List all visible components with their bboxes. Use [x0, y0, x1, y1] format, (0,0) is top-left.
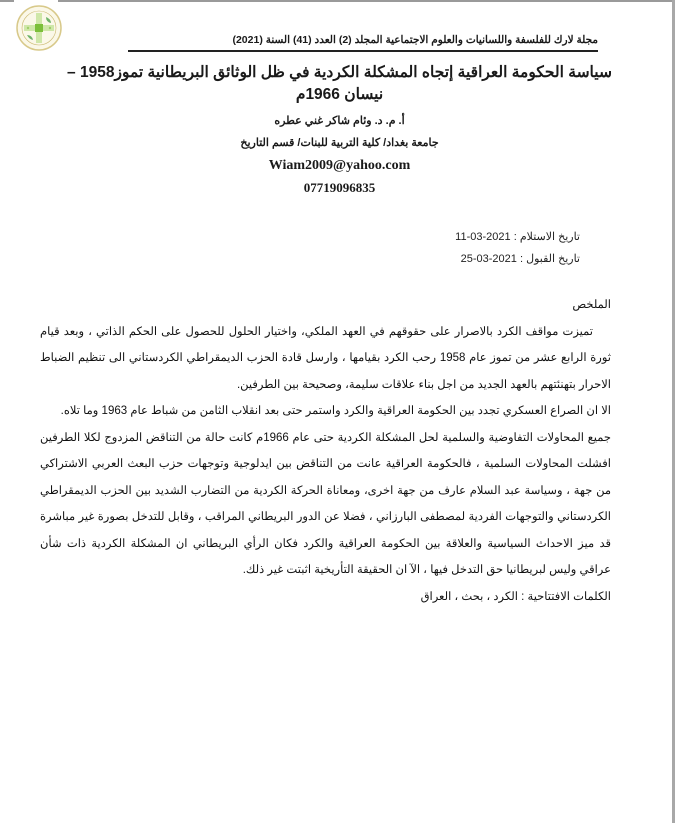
- received-date-label: تاريخ الاستلام :: [513, 231, 580, 243]
- abstract-section: [40, 292, 611, 610]
- journal-running-header: مجلة لارك للفلسفة واللسانيات والعلوم الاجتماعية المجلد (2) العدد (41) السنة (2021): [128, 33, 598, 52]
- accepted-date-value: 2021-03-25: [460, 253, 517, 265]
- abstract-keywords: الكلمات الافتتاحية : الكرد ، بحث ، العراق: [420, 590, 611, 603]
- article-title: [40, 62, 639, 106]
- abstract-paragraph-1: تميزت مواقف الكرد بالاصرار على حقوقهم في العهد الملكي، واختيار الحلول للحصول على الحكم الذاتي ، وبعد قيام ثورة الرابع عشر من تموز عام 1958 رحب الكرد بقيامها ، وارسل قادة الحزب الديمقراطي الكردستاني الى تنظيم الضباط الاحرار بتهنئتهم بالعهد الجديد من اجل بناء علاقات سليمة، وصحيحة بين الطرفين.: [40, 325, 611, 391]
- abstract-paragraph-3: جميع المحاولات التفاوضية والسلمية لحل المشكلة الكردية حتى عام 1966م كانت حالة من التناقض المزدوج لكلا الطرفين افشلت المحاولات السلمية ، فالحكومة العراقية عانت من التناقض بين ايدلوجية وتوجهات حزب البعث العربي الاشتراكي من جهة ، وسياسة عبد السلام عارف من جهة اخرى، ومعاناة الحركة الكردية من التضارب الشديد بين الحزب الديمقراطي الكردستاني والتوجهات الفردية لمصطفى البارزاني ، فضلا عن الدور البريطاني المراقب ، وقابل للتدخل بصورة غير مباشرة قد ميز الاحداث السياسية والعلاقة بين الحكومة العراقية والكرد فكان الرأي البريطاني ان المشكلة الكردية ذات شأن عراقي وليس لبريطانيا حق التدخل فيها ، الآ ان الحقيقة التأريخية اثبتت غير ذلك.: [40, 431, 611, 576]
- author-affiliation: جامعة بغداد/ كلية التربية للبنات/ قسم التاريخ: [240, 137, 439, 149]
- author-phone: 07719096835: [303, 180, 376, 195]
- accepted-date-label: تاريخ القبول :: [519, 253, 580, 265]
- article-title-line-2: نيسان 1966م: [295, 86, 384, 103]
- accepted-date-row: [380, 248, 580, 270]
- submission-dates: [380, 226, 580, 270]
- received-date-value: 2021-03-11: [455, 231, 511, 243]
- received-date-row: [380, 226, 580, 248]
- author-name: أ. م. د. وئام شاكر غني عطره: [274, 115, 405, 127]
- author-email: Wiam2009@yahoo.com: [268, 158, 411, 173]
- abstract-heading: الملخص: [572, 299, 611, 311]
- article-title-line-1: سياسة الحكومة العراقية إتجاه المشكلة الكردية في ظل الوثائق البريطانية تموز1958 –: [67, 64, 612, 81]
- abstract-paragraph-2: الا ان الصراع العسكري تجدد بين الحكومة العراقية والكرد واستمر حتى بعد انقلاب الثامن من شباط عام 1963 وما تلاه.: [60, 405, 611, 417]
